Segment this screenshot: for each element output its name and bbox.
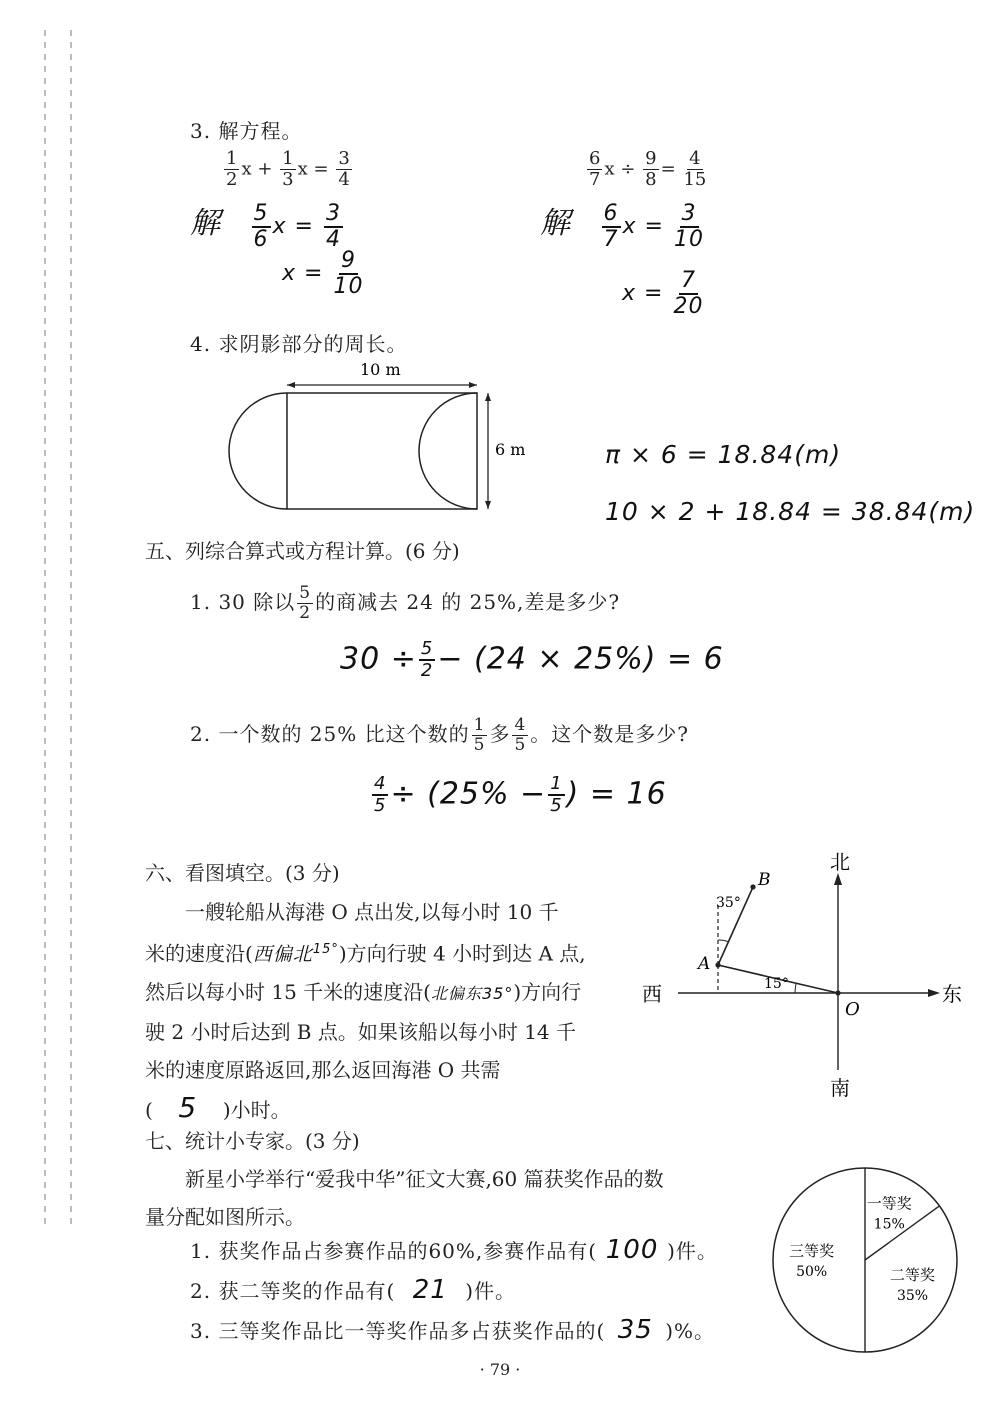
point-o xyxy=(835,990,840,995)
north-arrow-icon xyxy=(834,873,842,885)
angle-15-label: 15° xyxy=(764,976,789,992)
west-label: 西 xyxy=(642,982,662,1006)
equation-2: $\frac{6}{7}$ x ÷ $\frac{9}{8}$ = $\frac{4}{15}$ xyxy=(589,148,707,190)
section7-question-2: 2. 获二等奖的作品有( 21 )件。 xyxy=(190,1275,517,1305)
b-label: B xyxy=(758,870,771,890)
page-number: · 79 · xyxy=(479,1360,521,1379)
section5-question-1: 1. 30 除以 $\frac{5}{2}$ 的商减去 24 的 25%,差是多少? xyxy=(190,583,621,623)
pie-slice-percent: 50% xyxy=(796,1264,828,1280)
section7-intro: 新星小学举行“爱我中华”征文大赛,60 篇获奖作品的数 量分配如图所示。 xyxy=(145,1167,664,1229)
compass-diagram xyxy=(640,845,970,1100)
section5-answer-1: 30 ÷ $\frac{5}{2}$ − (24 × 25%) = 6 xyxy=(340,638,724,681)
shaded-shape-figure xyxy=(215,355,545,525)
section7-title: 七、统计小专家。(3 分) xyxy=(145,1129,360,1153)
award-pie-chart xyxy=(765,1160,965,1360)
section6-title: 六、看图填空。(3 分) xyxy=(145,861,340,885)
pie-slice-category: 二等奖 xyxy=(890,1266,936,1285)
pie-slice-percent: 35% xyxy=(896,1288,929,1305)
east-label: 东 xyxy=(942,982,962,1006)
arrow-left-icon xyxy=(287,382,295,388)
arrow-up-icon xyxy=(485,393,491,401)
section7-question-3: 3. 三等奖作品比一等奖作品多占获奖作品的( 35 )%。 xyxy=(190,1315,716,1345)
problem4-label: 4. 求阴影部分的周长。 xyxy=(190,332,408,356)
handwritten-answer-2: 解 $\frac{6}{7}$ x = $\frac{3}{10}$ xyxy=(540,201,704,252)
handwritten-answer-1-step2: x = $\frac{9}{10}$ xyxy=(282,248,364,299)
rectangle xyxy=(287,393,477,509)
north-label: 北 xyxy=(830,850,850,874)
binding-margin xyxy=(44,30,46,1230)
section5-title: 五、列综合算式或方程计算。(6 分) xyxy=(145,539,460,563)
perimeter-work-1: π × 6 = 18.84(m) xyxy=(605,440,842,469)
equation-1: $\frac{1}{2}$ x + $\frac{1}{3}$ x = $\frac{3}{4}$ xyxy=(226,148,350,190)
o-label: O xyxy=(845,999,860,1020)
pie-slice-percent: 15% xyxy=(873,1216,905,1233)
pie-slice-category: 三等奖 xyxy=(789,1242,835,1260)
perimeter-work-2: 10 × 2 + 18.84 = 38.84(m) xyxy=(605,497,976,526)
section6-paragraph: 一艘轮船从海港 O 点出发,以每小时 10 千 米的速度沿(西偏北$^{15^\circ}$)方向行驶 4 小时到达 A 点, 然后以每小时 15 千米的速度沿(北偏东35°)方向行 驶 2 小时后达到 B 点。如果该船以每小时 14 千 米的速度原路返回,那么返回海港 O 共需 ( 5 )小时。 xyxy=(145,900,586,1125)
arrow-down-icon xyxy=(485,501,491,509)
binding-margin-inner xyxy=(70,30,72,1230)
a-label: A xyxy=(698,954,711,974)
pie-slice-category: 一等奖 xyxy=(866,1194,912,1213)
arrow-right-icon xyxy=(469,382,477,388)
point-a xyxy=(715,962,720,967)
angle-35-label: 35° xyxy=(716,895,741,911)
section5-answer-2: $\frac{4}{5}$ ÷ (25% − $\frac{1}{5}$ ) = 16 xyxy=(374,773,667,816)
section5-question-2: 2. 一个数的 25% 比这个数的 $\frac{1}{5}$ 多 $\frac{4}{5}$ 。这个数是多少? xyxy=(190,715,689,755)
width-label: 10 m xyxy=(360,360,401,379)
east-arrow-icon xyxy=(928,989,940,997)
handwritten-answer-1: 解 $\frac{5}{6}$ x = $\frac{3}{4}$ xyxy=(190,201,341,252)
section7-question-1: 1. 获奖作品占参赛作品的60%,参赛作品有( 100 )件。 xyxy=(190,1235,718,1265)
angle-15-arc xyxy=(795,984,796,993)
point-b xyxy=(750,884,755,889)
height-label: 6 m xyxy=(495,440,526,459)
angle-35-arc xyxy=(718,940,729,942)
problem3-label: 3. 解方程。 xyxy=(190,119,303,143)
left-semicircle xyxy=(229,393,287,509)
south-label: 南 xyxy=(830,1076,850,1100)
handwritten-answer-2-step2: x = $\frac{7}{20}$ xyxy=(622,268,704,319)
right-semicircle xyxy=(419,393,477,509)
